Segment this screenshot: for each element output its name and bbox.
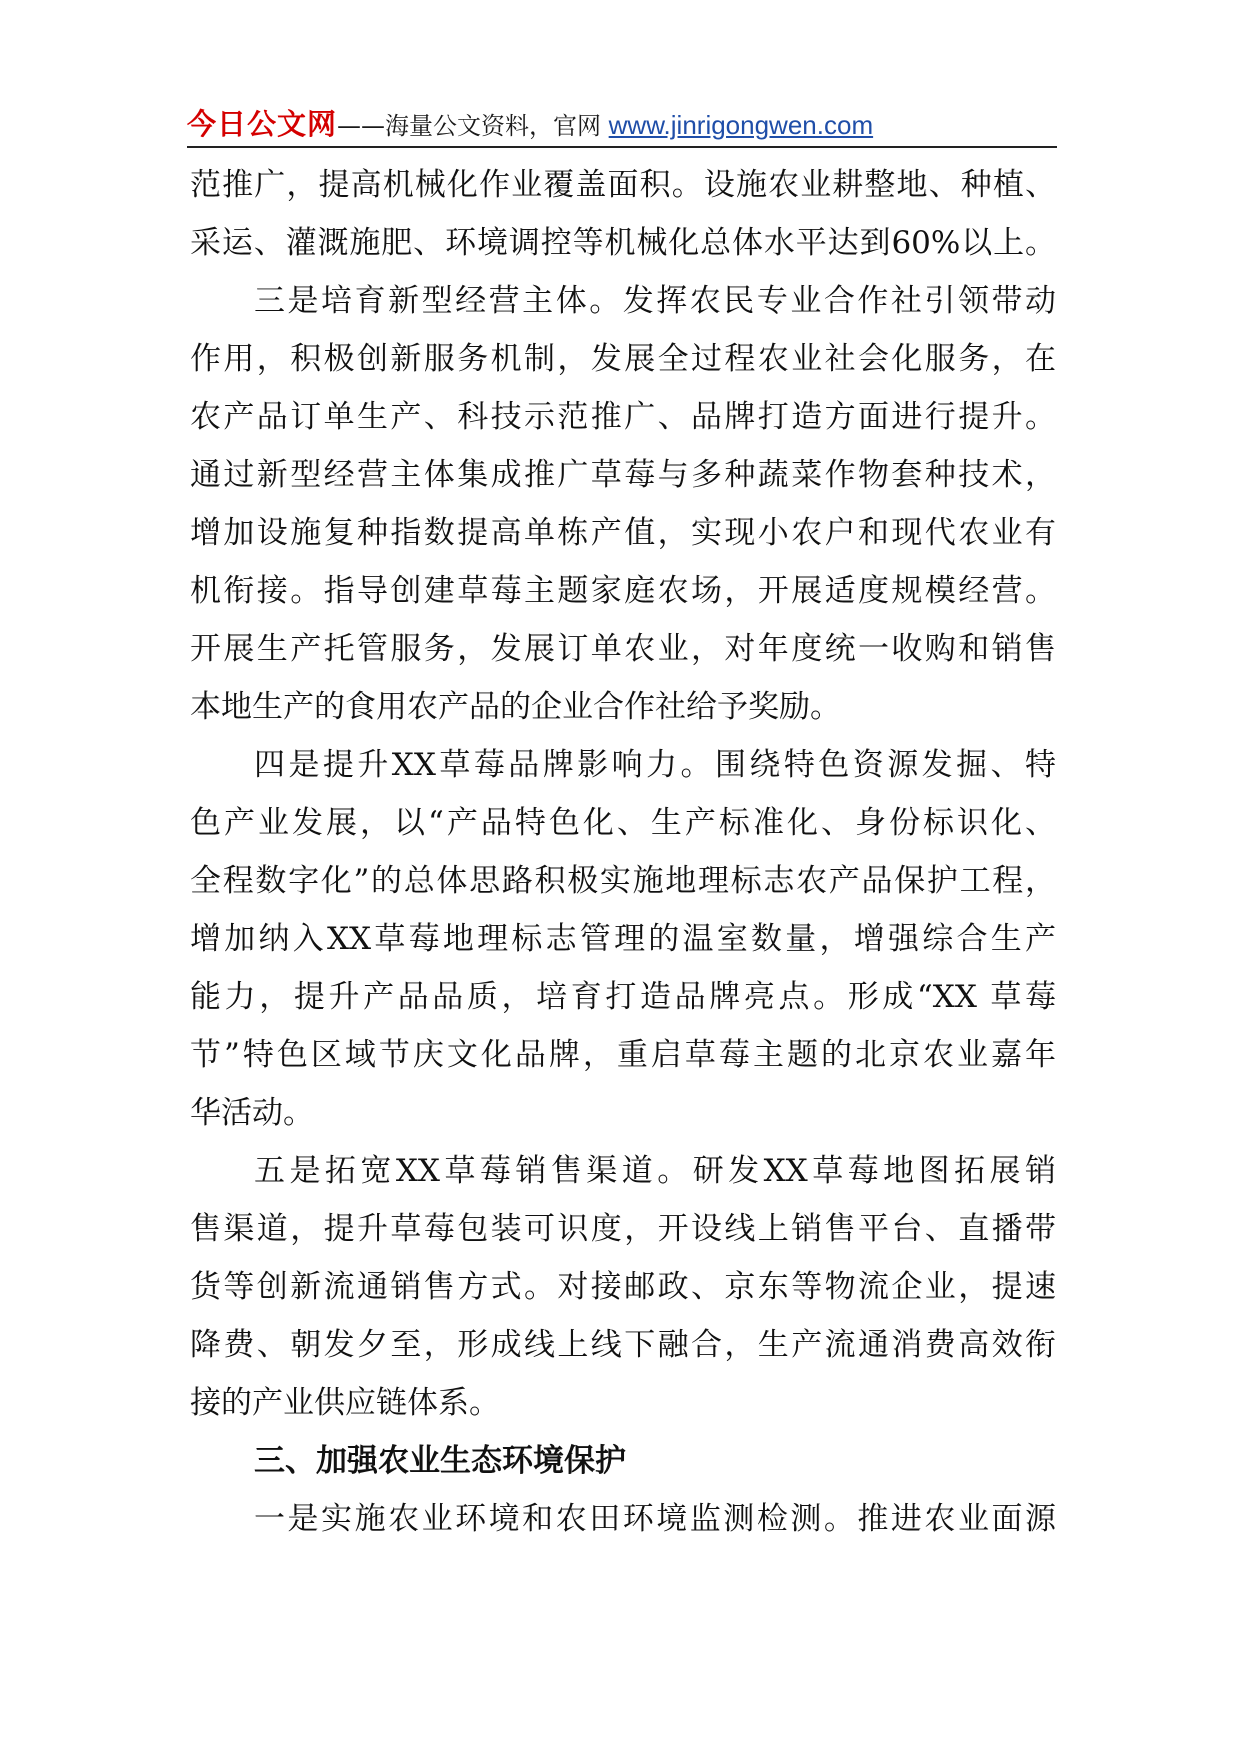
text-line: 范推广，提高机械化作业覆盖面积。设施农业耕整地、种植、 <box>190 167 1056 203</box>
text-line: 开展生产托管服务，发展订单农业，对年度统一收购和销售 <box>190 631 1056 667</box>
text-line: 能力，提升产品品质，培育打造品牌亮点。形成“XX 草莓 <box>190 979 1056 1015</box>
text-line: 增加纳入XX草莓地理标志管理的温室数量，增强综合生产 <box>190 921 1056 957</box>
text-line: 机衔接。指导创建草莓主题家庭农场，开展适度规模经营。 <box>190 573 1056 609</box>
text-line: 本地生产的食用农产品的企业合作社给予奖励。 <box>190 689 841 725</box>
text-line: 色产业发展，以“产品特色化、生产标准化、身份标识化、 <box>190 805 1056 841</box>
text-line: 降费、朝发夕至，形成线上线下融合，生产流通消费高效衔 <box>190 1327 1056 1363</box>
text-line: 华活动。 <box>190 1095 314 1131</box>
paragraph-start: 三是培育新型经营主体。发挥农民专业合作社引领带动 <box>254 283 1056 319</box>
text-line: 售渠道，提升草莓包装可识度，开设线上销售平台、直播带 <box>190 1211 1056 1247</box>
text-line: 增加设施复种指数提高单栋产值，实现小农户和现代农业有 <box>190 515 1056 551</box>
paragraph-start: 一是实施农业环境和农田环境监测检测。推进农业面源 <box>254 1501 1056 1537</box>
text-line: 货等创新流通销售方式。对接邮政、京东等物流企业，提速 <box>190 1269 1056 1305</box>
header-separator: —— <box>337 112 386 140</box>
text-line: 接的产业供应链体系。 <box>190 1385 500 1421</box>
paragraph-start: 四是提升XX草莓品牌影响力。围绕特色资源发掘、特 <box>254 747 1056 783</box>
site-header <box>187 102 1057 148</box>
text-line: 农产品订单生产、科技示范推广、品牌打造方面进行提升。 <box>190 399 1056 435</box>
text-line: 通过新型经营主体集成推广草莓与多种蔬菜作物套种技术， <box>190 457 1056 493</box>
site-brand: 今日公文网 <box>187 107 338 141</box>
site-url-link[interactable]: www.jinrigongwen.com <box>608 110 874 140</box>
text-line: 全程数字化”的总体思路积极实施地理标志农产品保护工程， <box>190 863 1056 899</box>
header-description: 海量公文资料，官网 <box>385 112 602 140</box>
document-body <box>190 156 1056 1548</box>
text-line: 采运、灌溉施肥、环境调控等机械化总体水平达到60%以上。 <box>190 225 1056 261</box>
section-heading: 三、加强农业生态环境保护 <box>254 1443 626 1479</box>
paragraph-start: 五是拓宽XX草莓销售渠道。研发XX草莓地图拓展销 <box>254 1153 1056 1189</box>
text-line: 作用，积极创新服务机制，发展全过程农业社会化服务，在 <box>190 341 1056 377</box>
text-line: 节”特色区域节庆文化品牌，重启草莓主题的北京农业嘉年 <box>190 1037 1056 1073</box>
